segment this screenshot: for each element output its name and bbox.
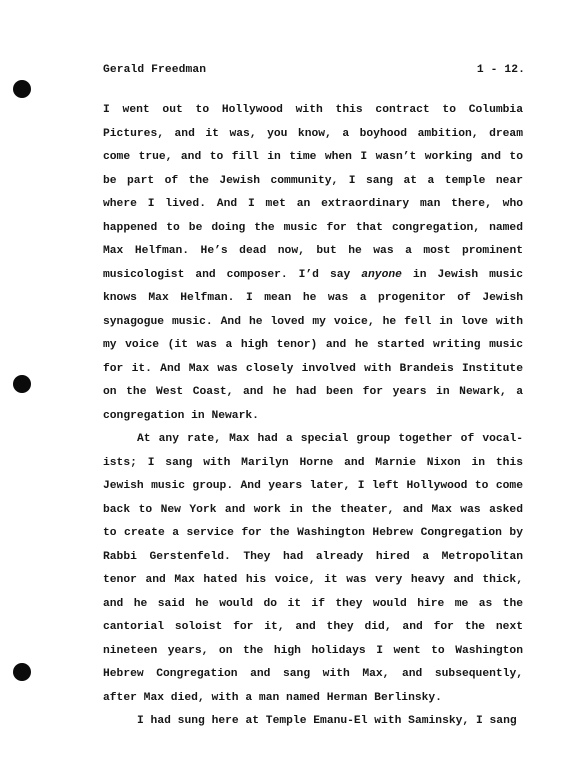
paragraph-text: in Jewish music knows Max Helfman. I mean he was a progenitor of Jewish synagogue music. And he loved my voice, he fell in love with my voice (it was a high tenor) and he started writing music for it. And Max was closely involved with Brandeis Institute on the West Coast, and he had been for years in Newark, a congregation in Newark. [103, 268, 523, 422]
paragraph: I had sung here at Temple Emanu-El with Saminsky, I sang [137, 715, 517, 727]
interviewee-name: Gerald Freedman [103, 64, 207, 76]
punch-hole [13, 375, 31, 393]
paragraph-text: I went out to Hollywood with this contract to Columbia Pictures, and it was, you know, a boyhood ambition, dream come true, and to fill in time when I wasn’t working and to be part of the Jewish community, I sang at a temple near where I lived. And I met an extraordinary man there, who happened to be doing the music for that congregation, named Max Helfman. He’s dead now, but he was a most prominent musicologist and composer. I’d say [103, 104, 523, 281]
transcript-body [103, 99, 523, 734]
emphasis-text: anyone [361, 268, 402, 281]
paragraph [103, 99, 523, 428]
page-number: 1 - 12. [476, 64, 525, 76]
page-header [103, 64, 533, 76]
paragraph: At any rate, Max had a special group together of vocal-ists; I sang with Marilyn Horne and Marnie Nixon in this Jewish music group. And years later, I left Hollywood to come back to New York and work in the theater, and Max was asked to create a service for the Washington Hebrew Congregation by Rabbi Gerstenfeld. They had already hired a Metropolitan tenor and Max hated his voice, it was very heavy and thick, and he said he would do it if they would hire me as the cantorial soloist for it, and they did, and for the next nineteen years, on the high holidays I went to Washington Hebrew Congregation and sang with Max, and subsequently, after Max died, with a man named Herman Berlinsky. [103, 433, 523, 704]
punch-hole [13, 663, 31, 681]
punch-hole [13, 80, 31, 98]
